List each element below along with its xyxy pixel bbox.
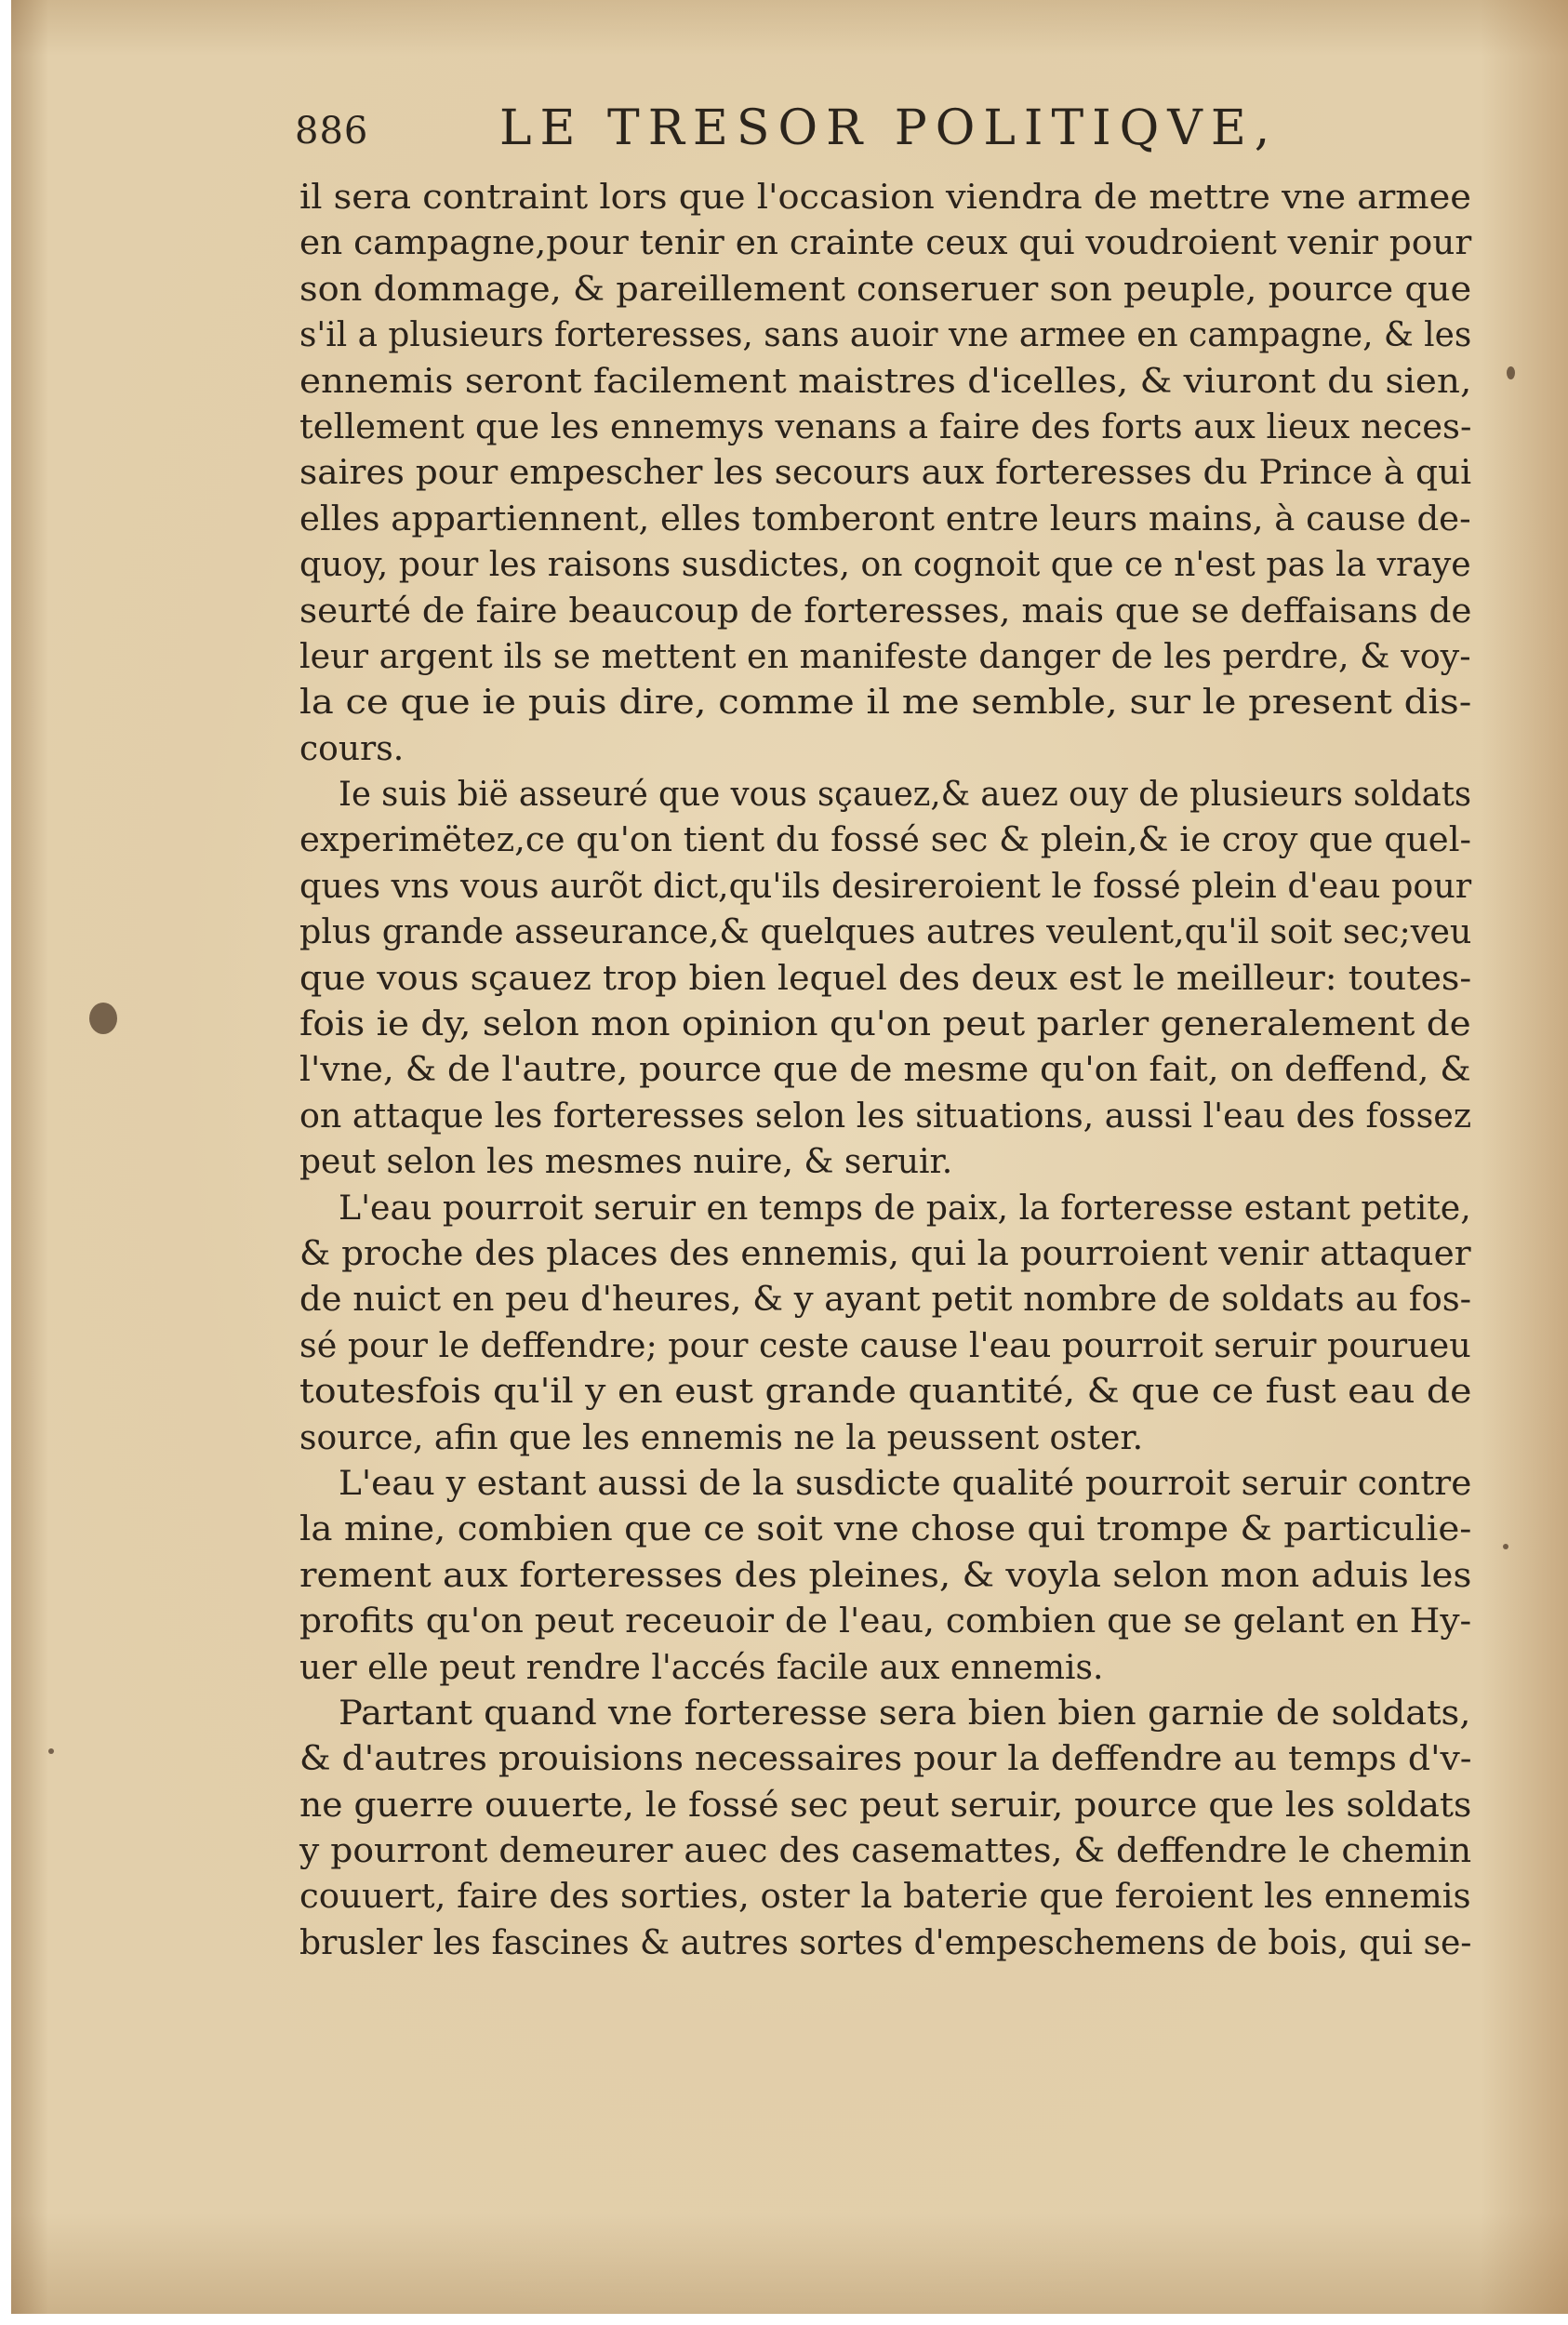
paragraph <box>299 175 1471 772</box>
paragraph <box>299 1691 1471 1966</box>
text-line: fois ie dy, selon mon opinion qu'on peut parler generalement de <box>299 1005 1471 1044</box>
text-line: en campagne,pour tenir en crainte ceux qui voudroient venir pour <box>299 224 1472 263</box>
text-line: il sera contraint lors que l'occasion viendra de mettre vne armee <box>299 179 1471 217</box>
ink-dot <box>48 1748 54 1754</box>
paragraph <box>299 1461 1471 1691</box>
text-line: experimëtez,ce qu'on tient du fossé sec & plein,& ie croy que quel- <box>299 821 1472 860</box>
text-line: ques vns vous aurõt dict,qu'ils desireroient le fossé plein d'eau pour <box>299 867 1472 906</box>
text-line: & d'autres prouisions necessaires pour la deffendre au temps d'v- <box>299 1740 1472 1779</box>
text-line: l'vne, & de l'autre, pource que de mesme qu'on fait, on deffend, & <box>299 1051 1471 1090</box>
text-line: que vous sçauez trop bien lequel des deux est le meilleur: toutes- <box>299 959 1472 998</box>
text-line: la ce que ie puis dire, comme il me semble, sur le present dis- <box>299 684 1472 723</box>
text-line: plus grande asseurance,& quelques autres veulent,qu'il soit sec;veu <box>299 913 1472 952</box>
text-line: couuert, faire des sorties, oster la baterie que feroient les ennemis <box>299 1878 1471 1917</box>
text-line: cours. <box>299 729 405 768</box>
text-line: sé pour le deffendre; pour ceste cause l'eau pourroit seruir pourueu <box>299 1326 1471 1365</box>
text-line: brusler les fascines & autres sortes d'empeschemens de bois, qui se- <box>299 1923 1472 1962</box>
text-line: de nuict en peu d'heures, & y ayant petit nombre de soldats au fos- <box>299 1281 1472 1320</box>
scanned-page <box>11 0 1568 2314</box>
text-line: son dommage, & pareillement conseruer son peuple, pource que <box>299 270 1472 309</box>
running-title: LE TRESOR POLITIQVE, <box>499 100 1279 156</box>
text-line: Partant quand vne forteresse sera bien bien garnie de soldats, <box>339 1694 1471 1733</box>
text-line: s'il a plusieurs forteresses, sans auoir vne armee en campagne, & les <box>299 316 1472 355</box>
text-line: y pourront demeurer auec des casemattes, & deffendre le chemin <box>299 1832 1472 1871</box>
text-line: & proche des places des ennemis, qui la pourroient venir attaquer <box>299 1234 1471 1273</box>
text-line: profits qu'on peut receuoir de l'eau, combien que se gelant en Hy- <box>299 1602 1472 1641</box>
ink-dot <box>1507 366 1515 379</box>
ink-dot <box>1503 1544 1508 1549</box>
text-line: tellement que les ennemys venans a faire des forts aux lieux neces- <box>299 407 1472 446</box>
ink-stain <box>89 1003 117 1034</box>
text-line: ennemis seront facilement maistres d'icelles, & viuront du sien, <box>299 362 1472 401</box>
text-line: seurté de faire beaucoup de forteresses, mais que se deffaisans de <box>299 591 1472 631</box>
text-line: ne guerre ouuerte, le fossé sec peut seruir, pource que les soldats <box>299 1786 1472 1825</box>
text-line: source, afin que les ennemis ne la peussent oster. <box>299 1418 1144 1457</box>
paragraph <box>299 1186 1471 1461</box>
text-line: rement aux forteresses des pleines, & voyla selon mon aduis les <box>299 1556 1472 1595</box>
text-line: L'eau y estant aussi de la susdicte qualité pourroit seruir contre <box>339 1464 1472 1503</box>
running-head <box>295 100 1336 175</box>
text-line: la mine, combien que ce soit vne chose qui trompe & particulie- <box>299 1510 1472 1549</box>
text-line: toutesfois qu'il y en eust grande quantité, & que ce fust eau de <box>299 1373 1472 1412</box>
page-number: 886 <box>295 110 369 153</box>
text-line: on attaque les forteresses selon les situations, aussi l'eau des fossez <box>299 1096 1472 1136</box>
text-block <box>299 175 1471 1966</box>
text-line: leur argent ils se mettent en manifeste danger de les perdre, & voy- <box>299 637 1471 676</box>
text-line: quoy, pour les raisons susdictes, on cognoit que ce n'est pas la vraye <box>299 546 1471 585</box>
text-line: elles appartiennent, elles tomberont entre leurs mains, à cause de- <box>299 499 1471 538</box>
text-line: peut selon les mesmes nuire, & seruir. <box>299 1143 953 1182</box>
text-line: saires pour empescher les secours aux forteresses du Prince à qui <box>299 454 1472 493</box>
text-line: L'eau pourroit seruir en temps de paix, la forteresse estant petite, <box>339 1189 1471 1228</box>
paragraph <box>299 772 1471 1186</box>
text-line: Ie suis bië asseuré que vous sçauez,& auez ouy de plusieurs soldats <box>339 776 1472 815</box>
text-line: uer elle peut rendre l'accés facile aux ennemis. <box>299 1648 1104 1687</box>
